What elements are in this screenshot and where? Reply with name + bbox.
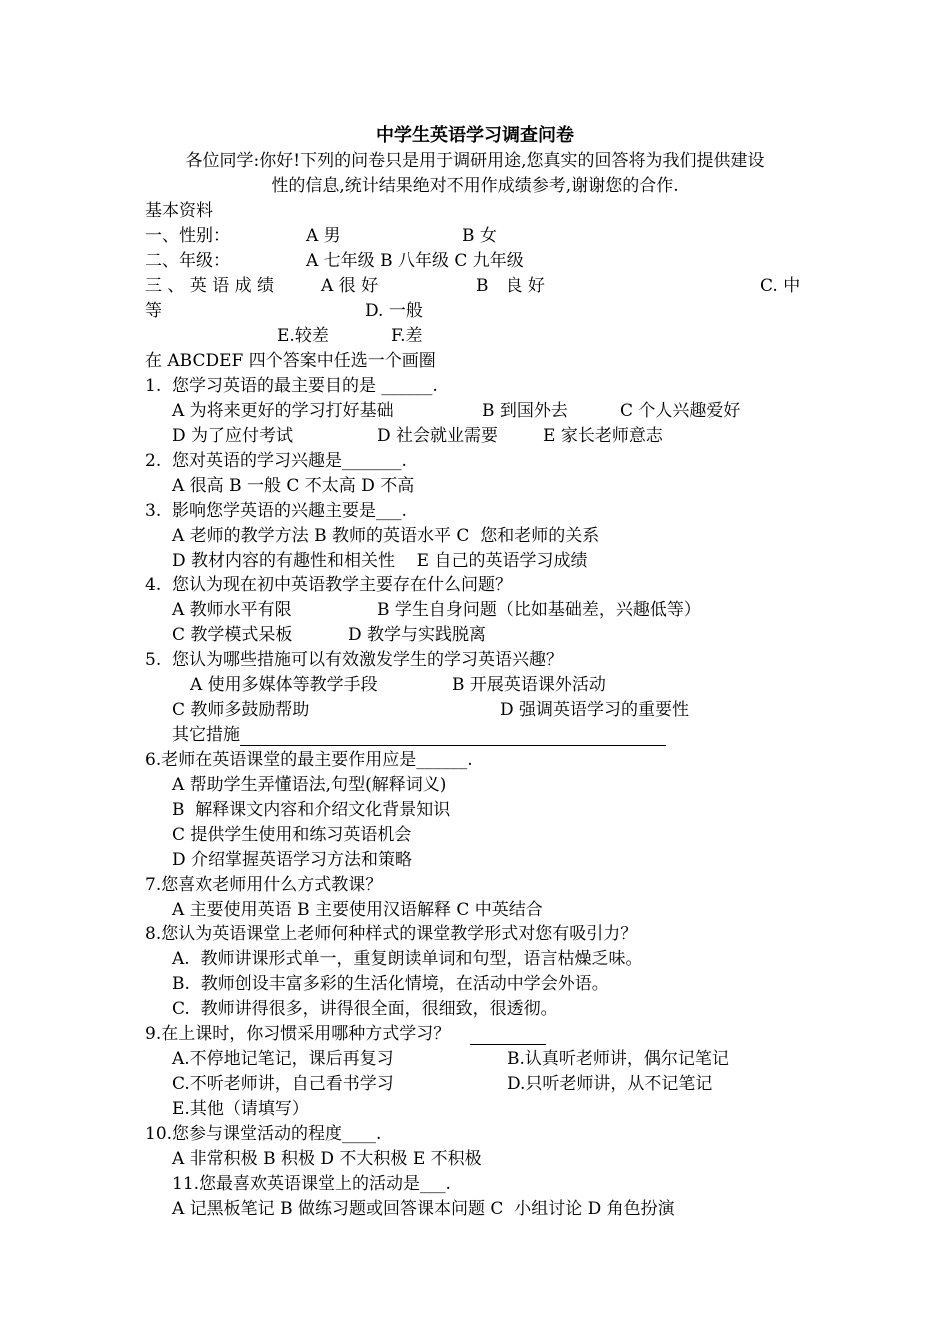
q9-answer-blank (470, 1026, 546, 1045)
q1-option-d: D 为了应付考试 (172, 426, 294, 446)
q3-options-line-2: D 教材内容的有趣性和相关性 E 自己的英语学习成绩 (172, 551, 588, 571)
q9-option-e: E.其他（请填写） (172, 1099, 309, 1119)
q6-option-c: C 提供学生使用和练习英语机会 (172, 825, 412, 845)
question-8: 8.您认为英语课堂上老师何种样式的课堂教学形式对您有吸引力？ (145, 924, 638, 944)
q6-option-a: A 帮助学生弄懂语法,句型(解释词义) (172, 775, 447, 795)
question-9-text: 9.在上课时，你习惯采用哪种方式学习？ (145, 1024, 451, 1044)
question-9 (145, 1023, 546, 1045)
question-7: 7.您喜欢老师用什么方式教课？ (145, 875, 383, 895)
question-3: 3. 影响您学英语的兴趣主要是___. (145, 501, 407, 521)
q1-option-e: D 社会就业需要 (377, 426, 499, 446)
question-4: 4. 您认为现在初中英语教学主要存在什么问题？ (145, 575, 513, 595)
q5-other-blank (240, 727, 666, 746)
q2-options: A 很高 B 一般 C 不太高 D 不高 (172, 476, 415, 496)
score-label: 三 、 英 语 成 绩 (145, 276, 275, 296)
q5-option-c: C 教师多鼓励帮助 (172, 700, 310, 720)
score-option-a: A 很 好 (321, 276, 379, 296)
q4-option-c: C 教学模式呆板 (172, 625, 293, 645)
question-1: 1. 您学习英语的最主要目的是 ______. (145, 376, 438, 396)
q1-option-b: B 到国外去 (482, 401, 568, 421)
score-option-d: D. 一般 (365, 301, 423, 321)
question-6: 6.老师在英语课堂的最主要作用应是______. (145, 750, 473, 770)
question-5: 5. 您认为哪些措施可以有效激发学生的学习英语兴趣？ (145, 650, 564, 670)
q7-options: A 主要使用英语 B 主要使用汉语解释 C 中英结合 (172, 900, 543, 920)
q4-option-a: A 教师水平有限 (172, 600, 292, 620)
q1-option-f: E 家长老师意志 (543, 426, 663, 446)
q9-option-b: B.认真听老师讲，偶尔记笔记 (507, 1049, 729, 1069)
q11-options: A 记黑板笔记 B 做练习题或回答课本问题 C 小组讨论 D 角色扮演 (172, 1199, 675, 1219)
basic-info-heading: 基本资料 (145, 201, 213, 221)
q5-option-d: D 强调英语学习的重要性 (500, 700, 690, 720)
q6-option-b: B 解释课文内容和介绍文化背景知识 (172, 800, 451, 820)
gender-option-a: A 男 (306, 226, 341, 246)
q10-options: A 非常积极 B 积极 D 不大积极 E 不积极 (172, 1149, 482, 1169)
q5-option-a: A 使用多媒体等教学手段 (190, 675, 378, 695)
q9-option-d: D.只听老师讲，从不记笔记 (507, 1074, 713, 1094)
grade-label: 二、年级： (145, 251, 230, 271)
q5-option-b: B 开展英语课外活动 (452, 675, 606, 695)
score-option-b: B 良 好 (476, 276, 545, 296)
page-title: 中学生英语学习调查问卷 (376, 125, 574, 146)
grade-options: A 七年级 B 八年级 C 九年级 (306, 251, 524, 271)
q6-option-d: D 介绍掌握英语学习方法和策略 (172, 850, 413, 870)
q5-other-measures (172, 724, 666, 746)
gender-label: 一、性别： (145, 226, 230, 246)
q8-option-c: C. 教师讲得很多，讲得很全面，很细致，很透彻。 (172, 999, 558, 1019)
q1-option-a: A 为将来更好的学习打好基础 (172, 401, 394, 421)
q4-option-d: D 教学与实践脱离 (348, 625, 487, 645)
question-2: 2. 您对英语的学习兴趣是_______. (145, 451, 407, 471)
q4-option-b: B 学生自身问题（比如基础差，兴趣低等） (377, 600, 701, 620)
q9-option-c: C.不听老师讲，自己看书学习 (172, 1074, 394, 1094)
score-option-f: F.差 (391, 326, 423, 346)
score-option-c: C. 中 (760, 276, 801, 296)
question-11: 11.您最喜欢英语课堂上的活动是___. (172, 1174, 451, 1194)
q3-options-line-1: A 老师的教学方法 B 教师的英语水平 C 您和老师的关系 (172, 526, 600, 546)
intro-line-2: 性的信息,统计结果绝对不用作成绩参考,谢谢您的合作. (271, 176, 679, 196)
question-10: 10.您参与课堂活动的程度____. (145, 1124, 382, 1144)
gender-option-b: B 女 (462, 226, 497, 246)
score-option-e: E.较差 (277, 326, 329, 346)
q9-option-a: A.不停地记笔记，课后再复习 (172, 1049, 394, 1069)
q8-option-a: A. 教师讲课形式单一，重复朗读单词和句型，语言枯燥乏味。 (172, 949, 643, 969)
q8-option-b: B. 教师创设丰富多彩的生活化情境，在活动中学会外语。 (172, 974, 609, 994)
instruction-text: 在 ABCDEF 四个答案中任选一个画圈 (145, 351, 436, 371)
q5-other-label: 其它措施 (172, 725, 240, 745)
score-option-c-continued: 等 (145, 301, 162, 321)
q1-option-c: C 个人兴趣爱好 (620, 401, 741, 421)
intro-line-1: 各位同学:你好!下列的问卷只是用于调研用途,您真实的回答将为我们提供建设 (185, 151, 765, 171)
